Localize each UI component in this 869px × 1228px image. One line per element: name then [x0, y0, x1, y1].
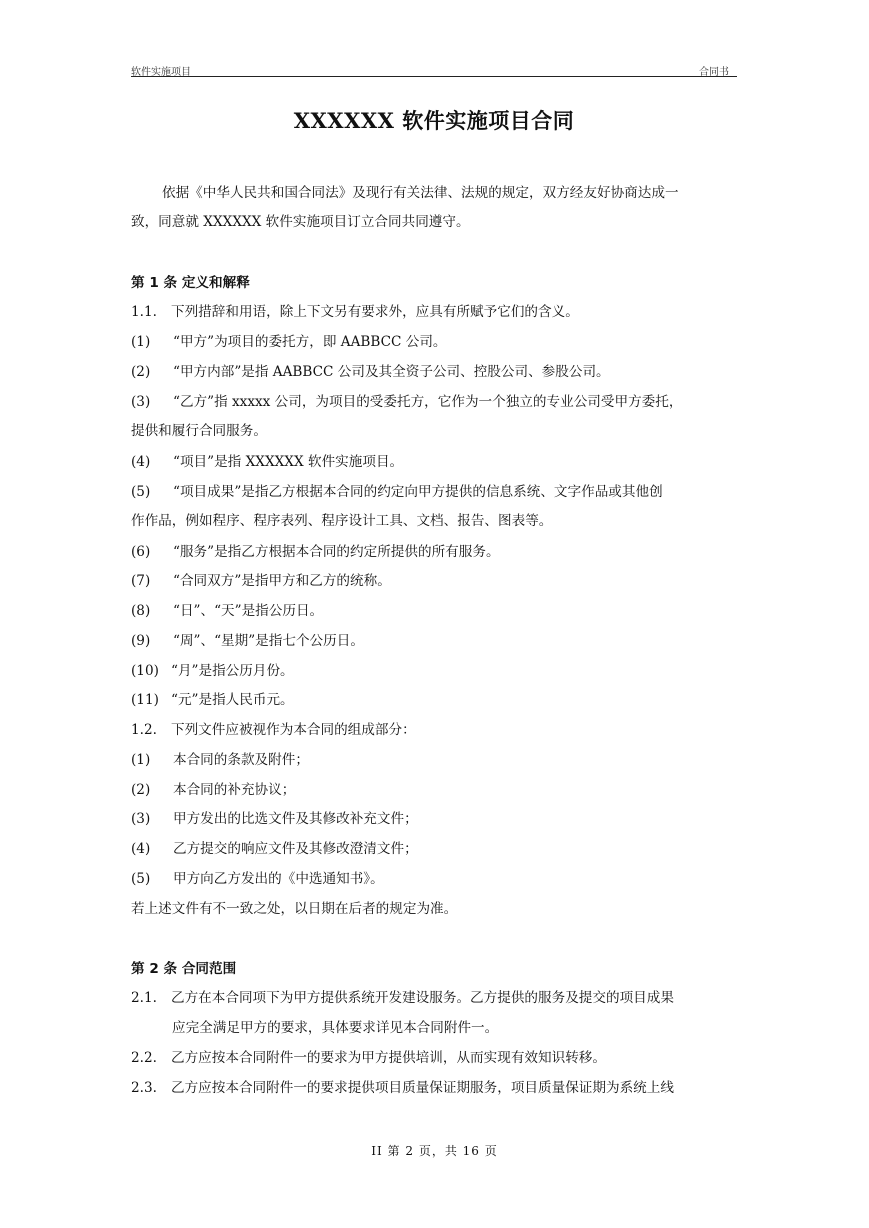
component-5: [131, 867, 384, 887]
component-4: [131, 837, 418, 857]
item-number: (9): [131, 633, 151, 649]
item-number: (1): [131, 752, 151, 768]
clause-text: 乙方应按本合同附件一的要求提供项目质量保证期服务，项目质量保证期为系统上线: [171, 1080, 674, 1096]
item-text: 甲方向乙方发出的《中选通知书》。: [173, 871, 384, 887]
item-number: (1): [131, 334, 151, 350]
item-text: “服务”是指乙方根据本合同的约定所提供的所有服务。: [173, 544, 500, 560]
item-text: “周”、“星期”是指七个公历日。: [173, 633, 364, 649]
definition-9: [131, 629, 364, 649]
item-text: 乙方提交的响应文件及其修改澄清文件；: [173, 841, 418, 857]
item-text: “甲方内部”是指 AABBCC 公司及其全资子公司、控股公司、参股公司。: [173, 364, 610, 380]
item-number: (2): [131, 364, 151, 380]
clause-2-3: [131, 1076, 674, 1096]
item-text: 本合同的补充协议；: [173, 782, 296, 798]
item-number: (11): [131, 692, 159, 708]
item-number: (7): [131, 573, 151, 589]
clause-number: 2.1.: [131, 990, 157, 1006]
clause-number: 2.3.: [131, 1080, 157, 1096]
item-number: (10): [131, 663, 159, 679]
clause-text: 乙方应按本合同附件一的要求为甲方提供培训，从而实现有效知识转移。: [171, 1050, 606, 1066]
component-1: [131, 748, 309, 768]
item-number: (3): [131, 811, 151, 827]
item-number: (5): [131, 871, 151, 887]
item-text: “日”、“天”是指公历日。: [173, 603, 324, 619]
item-text: “乙方”指 xxxxx 公司，为项目的受委托方，它作为一个独立的专业公司受甲方委托，: [173, 394, 683, 410]
clause-1-1: [131, 300, 579, 320]
item-number: (5): [131, 484, 151, 500]
item-text: “元”是指人民币元。: [171, 692, 294, 708]
clause-number: 2.2.: [131, 1050, 157, 1066]
definition-1: [131, 330, 447, 350]
item-text: “项目”是指 XXXXXX 软件实施项目。: [173, 454, 404, 470]
item-text: 甲方发出的比选文件及其修改补充文件；: [173, 811, 418, 827]
definition-6: [131, 540, 500, 560]
section-2-heading: 第 2 条 合同范围: [131, 961, 237, 977]
item-text: 本合同的条款及附件；: [173, 752, 309, 768]
component-3: [131, 807, 418, 827]
clause-1-2: [131, 718, 416, 738]
definition-8: [131, 599, 323, 619]
preamble-line-1: 依据《中华人民共和国合同法》及现行有关法律、法规的规定，双方经友好协商达成一: [162, 185, 679, 201]
running-header: [131, 60, 737, 77]
component-2: [131, 778, 295, 798]
definition-4: [131, 450, 403, 470]
item-number: (4): [131, 454, 151, 470]
definition-5-continued: 作作品，例如程序、程序表列、程序设计工具、文档、报告、图表等。: [131, 513, 553, 529]
section-1-heading: 第 1 条 定义和解释: [131, 275, 250, 291]
item-number: (2): [131, 782, 151, 798]
item-text: “项目成果”是指乙方根据本合同的约定向甲方提供的信息系统、文字作品或其他创: [173, 484, 663, 500]
item-text: “月”是指公历月份。: [171, 663, 294, 679]
definition-5: [131, 480, 663, 500]
clause-2-1-continued: 应完全满足甲方的要求，具体要求详见本合同附件一。: [172, 1020, 499, 1036]
document-title: XXXXXX 软件实施项目合同: [293, 108, 575, 133]
clause-text: 乙方在本合同项下为甲方提供系统开发建设服务。乙方提供的服务及提交的项目成果: [171, 990, 674, 1006]
header-right-text: 合同书: [699, 67, 729, 78]
clause-number: 1.1.: [131, 304, 157, 320]
section-1-closing: 若上述文件有不一致之处，以日期在后者的规定为准。: [131, 901, 458, 917]
clause-2-2: [131, 1046, 606, 1066]
item-text: “甲方”为项目的委托方，即 AABBCC 公司。: [173, 334, 447, 350]
definition-10: [131, 659, 294, 679]
page-footer: II 第 2 页，共 16 页: [371, 1144, 498, 1158]
item-number: (8): [131, 603, 151, 619]
clause-text: 下列措辞和用语，除上下文另有要求外，应具有所赋予它们的含义。: [171, 304, 579, 320]
clause-text: 下列文件应被视作为本合同的组成部分：: [171, 722, 416, 738]
item-number: (4): [131, 841, 151, 857]
definition-3-continued: 提供和履行合同服务。: [131, 423, 267, 439]
item-text: “合同双方”是指甲方和乙方的统称。: [173, 573, 391, 589]
clause-2-1: [131, 986, 674, 1006]
item-number: (3): [131, 394, 151, 410]
definition-7: [131, 569, 391, 589]
header-left-text: 软件实施项目: [131, 67, 191, 78]
definition-3: [131, 390, 682, 410]
clause-number: 1.2.: [131, 722, 157, 738]
item-number: (6): [131, 544, 151, 560]
definition-2: [131, 360, 610, 380]
definition-11: [131, 688, 294, 708]
preamble-line-2: 致，同意就 XXXXXX 软件实施项目订立合同共同遵守。: [131, 214, 470, 230]
